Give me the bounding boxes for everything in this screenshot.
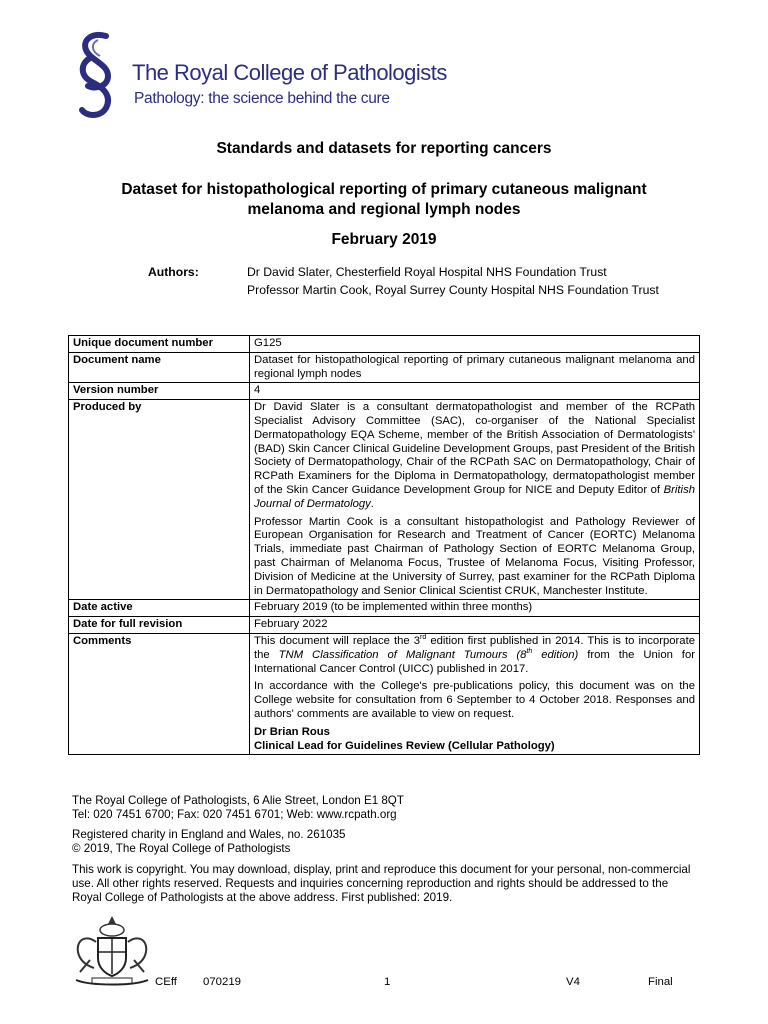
author-item: Dr David Slater, Chesterfield Royal Hospital NHS Foundation Trust — [247, 265, 607, 279]
version-value: 4 — [250, 383, 700, 400]
footer-ref: 070219 — [203, 976, 242, 988]
comments-value — [250, 633, 700, 754]
college-logo — [68, 30, 448, 120]
table-row — [69, 633, 700, 754]
revision-date-value: February 2022 — [250, 617, 700, 634]
comment-signoff — [254, 726, 695, 754]
superscript: rd — [420, 634, 427, 642]
college-address: The Royal College of Pathologists, 6 Alie Street, London E1 8QT — [72, 794, 404, 807]
produced-by-value — [250, 400, 700, 600]
journal-name: British Journal of Dermatology — [254, 483, 695, 510]
revision-date-label: Date for full revision — [69, 617, 250, 634]
author-item: Professor Martin Cook, Royal Surrey County Hospital NHS Foundation Trust — [247, 283, 659, 297]
charity-number: Registered charity in England and Wales, no. 261035 — [72, 828, 346, 841]
tnm-text: TNM Classification of Malignant Tumours (8 — [278, 648, 527, 661]
date-active-label: Date active — [69, 600, 250, 617]
copyright-notice: © 2019, The Royal College of Pathologists — [72, 842, 291, 855]
document-title-line1: Dataset for histopathological reporting of primary cutaneous malignant — [121, 181, 647, 198]
author-bio-slater — [254, 401, 695, 511]
document-name-label: Document name — [69, 352, 250, 383]
comment-edition — [254, 635, 695, 676]
table-row — [69, 617, 700, 634]
tnm-title — [279, 649, 579, 661]
footer-version: V4 — [566, 976, 580, 988]
bio-text: Dr David Slater is a consultant dermatopathologist and member of the RCPath Specialist Advisory Committee (SAC), co-organiser of the National Specialist Dermatopathology EQA Scheme, member of the British Association of Dermatologists' (BAD) Skin Cancer Clinical Guideline Development Groups, past President of the British Society of Dermatopathology, Chair of the RCPath SAC on Dermatopathology, Chair of RCPath Examiners for the Diploma in Dermatopathology, dermatopathologist member of the Skin Cancer Guidance Development Group for NICE and Deputy Editor of — [254, 401, 695, 496]
charity-block — [72, 828, 692, 856]
comment-text: from the Union for International Cancer Control (UICC) published in 2017. — [254, 648, 695, 675]
footer-code: CEff — [155, 976, 177, 988]
address-block — [72, 794, 692, 822]
produced-by-label: Produced by — [69, 400, 250, 600]
signoff-name: Dr Brian Rous — [254, 725, 330, 738]
author-bio-cook: Professor Martin Cook is a consultant histopathologist and Pathology Reviewer of European Organisation for Research and Treatment of Cancer (EORTC) Melanoma Trials, immediate past Chairman of Pathology Section of EORTC Melanoma Group, past Chairman of Melanoma Focus, Trustee of Melanoma Focus, Visiting Professor, Division of Medicine at the University of Surrey, past examiner for the RCPath Diploma in Dermatopathology and Senior Clinical Scientist CRUK, Manchester Institute. — [254, 515, 695, 597]
document-info-table — [68, 335, 700, 755]
unique-number-value: G125 — [250, 336, 700, 353]
comment-text: This document will replace the 3 — [254, 634, 421, 647]
authors-list — [247, 265, 697, 301]
bio-text-end: . — [370, 497, 374, 510]
table-row — [69, 352, 700, 383]
signoff-role: Clinical Lead for Guidelines Review (Cellular Pathology) — [254, 739, 555, 752]
footer-status: Final — [648, 976, 673, 988]
coat-of-arms-icon — [70, 912, 154, 990]
document-title — [0, 180, 768, 220]
series-title: Standards and datasets for reporting cancers — [216, 140, 552, 157]
table-row — [69, 400, 700, 600]
document-title-line2: melanoma and regional lymph nodes — [247, 201, 521, 218]
authors-label: Authors: — [148, 265, 199, 279]
rights-statement: This work is copyright. You may download, display, print and reproduce this document for your personal, non-commercial use. All other rights reserved. Requests and inquiries concerning reproduction and rights should be addressed to the Royal College of Pathologists at the above address. First published: 2019. — [72, 863, 691, 904]
page-number: 1 — [384, 976, 391, 988]
document-name-value: Dataset for histopathological reporting of primary cutaneous malignant melanoma and regional lymph nodes — [250, 352, 700, 383]
section-sign-icon — [68, 30, 128, 120]
org-tagline: Pathology: the science behind the cure — [134, 90, 390, 107]
comments-label: Comments — [69, 633, 250, 754]
org-name: The Royal College of Pathologists — [132, 60, 447, 85]
table-row — [69, 600, 700, 617]
superscript: th — [526, 647, 533, 655]
comment-text: edition first published in 2014. This is to incorporate the — [254, 634, 695, 661]
tnm-text-end: edition) — [532, 648, 579, 661]
unique-number-label: Unique document number — [69, 336, 250, 353]
table-row — [69, 336, 700, 353]
college-contact: Tel: 020 7451 6700; Fax: 020 7451 6701; Web: www.rcpath.org — [72, 808, 397, 821]
version-label: Version number — [69, 383, 250, 400]
comment-consultation: In accordance with the College's pre-publications policy, this document was on the College website for consultation from 6 September to 4 October 2018. Responses and authors' comments are available to view on request. — [254, 680, 695, 720]
document-date: February 2019 — [331, 231, 437, 248]
table-row — [69, 383, 700, 400]
date-active-value: February 2019 (to be implemented within three months) — [250, 600, 700, 617]
